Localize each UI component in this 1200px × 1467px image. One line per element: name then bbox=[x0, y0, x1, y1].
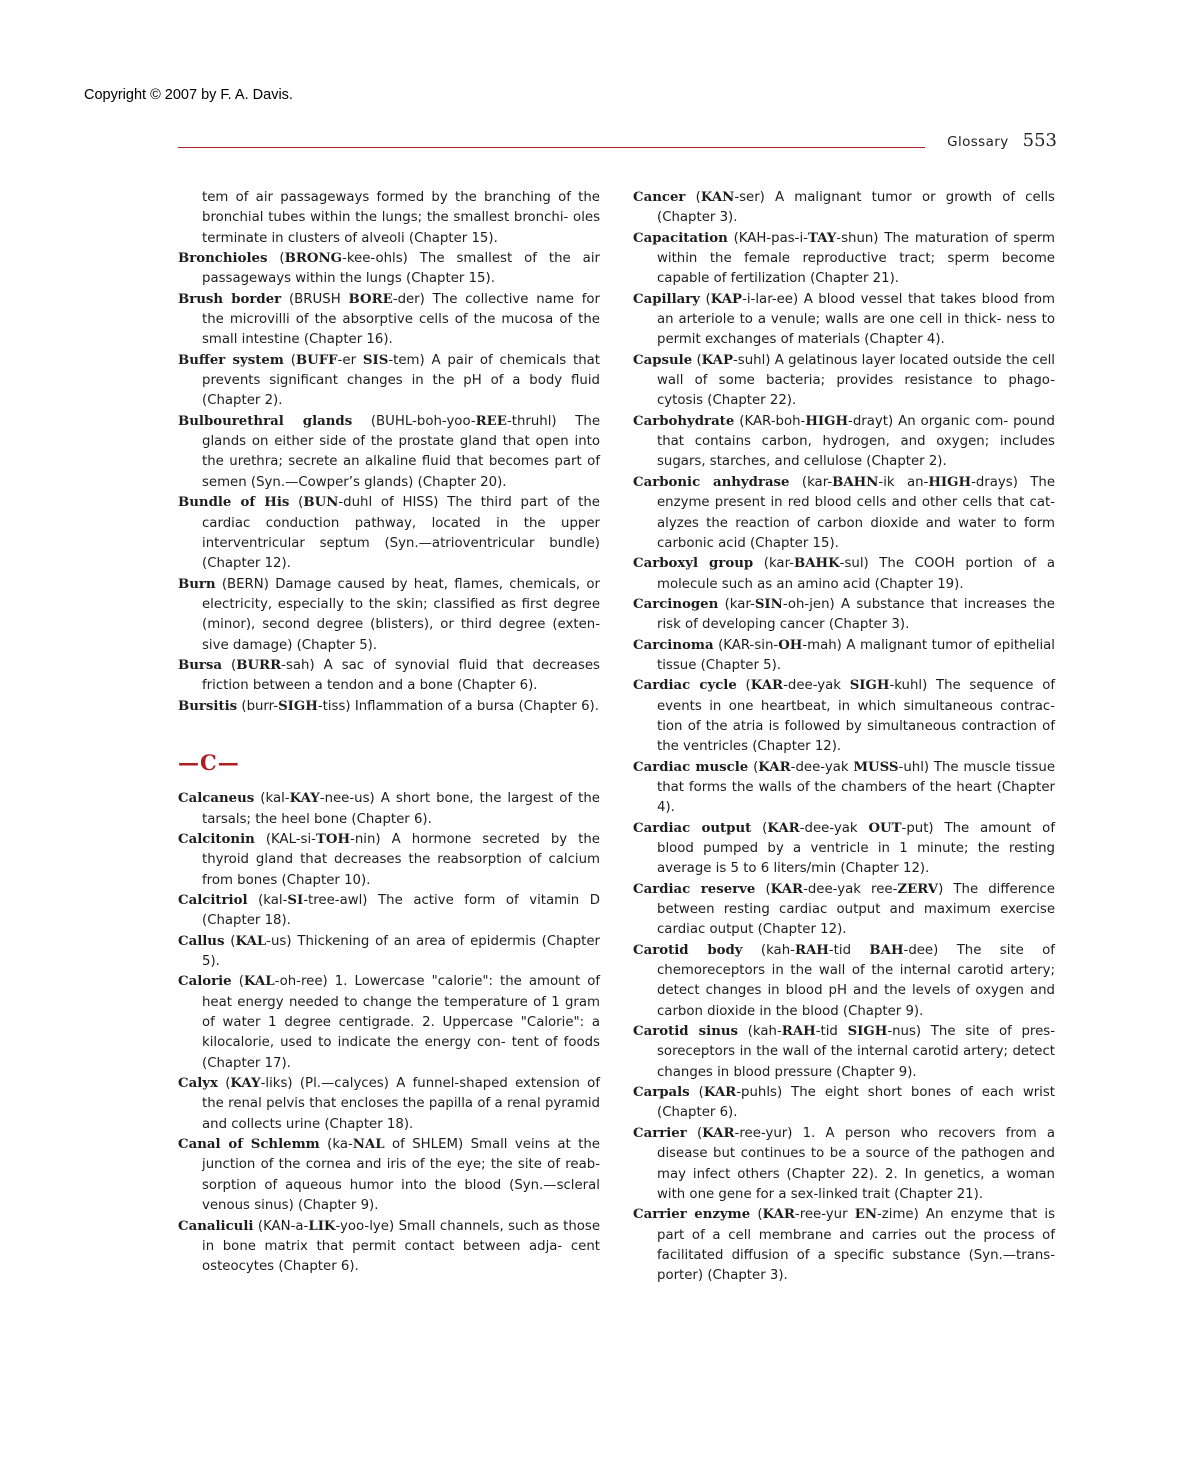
glossary-term: Bursa bbox=[178, 657, 223, 673]
glossary-term: Carbohydrate bbox=[633, 413, 735, 429]
header-rule bbox=[178, 147, 925, 148]
glossary-term: Carrier bbox=[633, 1125, 687, 1141]
glossary-entry bbox=[178, 789, 600, 830]
glossary-term: Cancer bbox=[633, 190, 686, 205]
definition: Damage caused by heat, flames, chemicals, or electricity, especially to the skin; classified as first degree (minor), second degree (blisters), or third degree (exten- sive damage) (Chapter 5). bbox=[202, 576, 600, 653]
glossary-term: Carpals bbox=[633, 1085, 690, 1101]
glossary-term: Cardiac output bbox=[633, 820, 752, 836]
definition: The active form of vitamin D (Chapter 18). bbox=[202, 893, 601, 929]
pronunciation: (kar-SIN-oh-jen) bbox=[724, 596, 835, 612]
glossary-entry bbox=[178, 351, 600, 412]
glossary-entry bbox=[178, 972, 600, 1074]
glossary-entry bbox=[633, 1205, 1055, 1286]
pronunciation: (KAN-ser) bbox=[695, 190, 765, 205]
definition: A funnel-shaped extension of the renal pelvis that encloses the papilla of a renal pyramid and collects urine (Chapter 18). bbox=[202, 1076, 600, 1132]
continued-entry: tem of air passageways formed by the branching of the bronchial tubes within the lungs; the smallest bronchi- oles terminate in clusters of alveoli (Chapter 15). bbox=[202, 190, 600, 246]
pronunciation: (burr-SIGH-tiss) bbox=[241, 698, 351, 714]
glossary-term: Brush border bbox=[178, 291, 282, 307]
pronunciation: (kah-RAH-tid SIGH-nus) bbox=[747, 1024, 922, 1040]
glossary-term: Calcitriol bbox=[178, 893, 248, 908]
glossary-entry bbox=[633, 351, 1055, 412]
pronunciation: (BERN) bbox=[221, 576, 269, 592]
definition: Inflammation of a bursa (Chapter 6). bbox=[354, 698, 599, 714]
definition: The third part of the cardiac conduction pathway, located in the upper interventricular septum (Syn.—atrioventricular bundle) (Chapter 12). bbox=[202, 495, 600, 572]
pronunciation: (KAR-puhls) bbox=[698, 1085, 783, 1101]
definition: 1. Lowercase "calorie": the amount of heat energy needed to change the temperature of 1 gram of water 1 degree centigrade. 2. Uppercase "Calorie": a kilocalorie, used to indicate the energy con- tent of foods (Chapter 17). bbox=[202, 974, 601, 1071]
glossary-term: Bursitis bbox=[178, 698, 238, 714]
glossary-entry bbox=[178, 1217, 600, 1278]
definition: The COOH portion of a molecule such as an amino acid (Chapter 19). bbox=[657, 556, 1055, 592]
page-number: 553 bbox=[1022, 130, 1057, 151]
glossary-entry bbox=[178, 1074, 600, 1135]
pronunciation: (KAP-suhl) bbox=[696, 352, 771, 368]
pronunciation: (kal-KAY-nee-us) bbox=[260, 791, 375, 807]
pronunciation: (KAR-boh-HIGH-drayt) bbox=[739, 413, 894, 429]
glossary-term: Bronchioles bbox=[178, 251, 268, 267]
pronunciation: (kar-BAHK-sul) bbox=[763, 556, 869, 572]
pronunciation: (KAR-dee-yak OUT-put) bbox=[762, 820, 934, 836]
pronunciation: (KAN-a-LIK-yoo-lye) bbox=[257, 1218, 395, 1234]
pronunciation: (ka-NAL of SHLEM) bbox=[327, 1137, 464, 1153]
c-entries bbox=[178, 789, 600, 1277]
pronunciation: (KAR-ree-yur) bbox=[696, 1125, 793, 1141]
glossary-entry bbox=[633, 1083, 1055, 1124]
glossary-entry bbox=[633, 188, 1055, 229]
glossary-entry bbox=[633, 941, 1055, 1022]
definition: The site of pres- soreceptors in the wall of the internal carotid artery; detect changes in blood pressure (Chapter 9). bbox=[657, 1024, 1055, 1080]
pronunciation: (KAY-liks) (Pl.—calyces) bbox=[225, 1076, 389, 1092]
pronunciation: (KAR-ree-yur EN-zime) bbox=[757, 1207, 919, 1223]
pronunciation: (KAR-dee-yak SIGH-kuhl) bbox=[745, 678, 928, 694]
pronunciation: (BRONG-kee-ohls) bbox=[279, 251, 408, 267]
glossary-entry bbox=[633, 758, 1055, 819]
pronunciation: (KAP-i-lar-ee) bbox=[705, 291, 799, 307]
glossary-term: Burn bbox=[178, 576, 216, 592]
definition: The maturation of sperm within the female reproductive tract; sperm become capable of fertilization (Chapter 21). bbox=[657, 230, 1055, 287]
glossary-term: Canaliculi bbox=[178, 1218, 254, 1234]
definition: The glands on either side of the prostate gland that open into the urethra; secrete an alkaline fluid that becomes part of semen (Syn.—Cowper’s glands) (Chapter 20). bbox=[202, 413, 600, 490]
pronunciation: (BUFF-er SIS-tem) bbox=[290, 352, 425, 368]
glossary-term: Cardiac muscle bbox=[633, 759, 749, 775]
pronunciation: (KAL-us) bbox=[230, 933, 292, 949]
glossary-term: Carboxyl group bbox=[633, 556, 754, 572]
glossary-term: Bundle of His bbox=[178, 495, 290, 511]
section-letter-c: —C— bbox=[178, 749, 240, 775]
glossary-entry bbox=[633, 290, 1055, 351]
definition: The eight short bones of each wrist (Chapter 6). bbox=[657, 1085, 1056, 1121]
definition: A gelatinous layer located outside the cell wall of some bacteria; provides resistance to phago- cytosis (Chapter 22). bbox=[657, 352, 1055, 409]
glossary-term: Carrier enzyme bbox=[633, 1207, 751, 1223]
pronunciation: (BUN-duhl of HISS) bbox=[298, 495, 439, 511]
glossary-term: Carotid sinus bbox=[633, 1024, 739, 1040]
definition: A pair of chemicals that prevents significant changes in the pH of a body fluid (Chapter 2). bbox=[202, 352, 600, 409]
definition: The enzyme present in red blood cells and other cells that cat- alyzes the reaction of carbon dioxide and water to form carbonic acid (Chapter 15). bbox=[657, 474, 1056, 551]
pronunciation: (KAR-sin-OH-mah) bbox=[718, 637, 842, 653]
glossary-entry bbox=[633, 676, 1055, 757]
glossary-term: Calcaneus bbox=[178, 791, 255, 807]
pronunciation: (BURR-sah) bbox=[231, 657, 315, 673]
definition: A hormone secreted by the thyroid gland that decreases the reabsorption of calcium from bones (Chapter 10). bbox=[202, 831, 600, 888]
definition: An enzyme that is part of a cell membrane and carries out the process of facilitated diffusion of a specific substance (Syn.—trans- porter) (Chapter 3). bbox=[657, 1207, 1055, 1284]
pronunciation: (KAL-oh-ree) bbox=[238, 974, 328, 990]
definition: A sac of synovial fluid that decreases friction between a tendon and a bone (Chapter 6). bbox=[202, 657, 600, 694]
glossary-term: Calorie bbox=[178, 974, 232, 990]
definition: A malignant tumor or growth of cells (Chapter 3). bbox=[657, 190, 1055, 226]
c-entries-continued bbox=[633, 188, 1055, 1287]
pronunciation: (kah-RAH-tid BAH-dee) bbox=[760, 942, 939, 958]
glossary-entry bbox=[633, 554, 1055, 595]
glossary-term: Callus bbox=[178, 933, 225, 949]
glossary-term: Calyx bbox=[178, 1076, 218, 1092]
glossary-term: Capacitation bbox=[633, 230, 728, 246]
glossary-entry bbox=[633, 473, 1055, 554]
copyright-notice: Copyright © 2007 by F. A. Davis. bbox=[84, 87, 293, 103]
glossary-term: Capillary bbox=[633, 291, 700, 307]
glossary-entry bbox=[633, 595, 1055, 636]
definition: The amount of blood pumped by a ventricle in 1 minute; the resting average is 5 to 6 liters/min (Chapter 12). bbox=[657, 820, 1055, 877]
glossary-term: Carcinogen bbox=[633, 596, 719, 612]
definition: Thickening of an area of epidermis (Chapter 5). bbox=[202, 933, 601, 970]
pronunciation: (KAR-dee-yak ree-ZERV) bbox=[765, 881, 944, 897]
glossary-term: Cardiac reserve bbox=[633, 881, 756, 897]
glossary-entry bbox=[178, 290, 600, 351]
glossary-entry bbox=[178, 932, 600, 973]
pronunciation: (kar-BAHN-ik an-HIGH-drays) bbox=[801, 474, 1018, 490]
definition: A substance that increases the risk of developing cancer (Chapter 3). bbox=[657, 596, 1055, 633]
glossary-term: Carbonic anhydrase bbox=[633, 474, 790, 490]
glossary-entry bbox=[633, 819, 1055, 880]
glossary-term: Carcinoma bbox=[633, 637, 714, 653]
glossary-entry bbox=[178, 493, 600, 574]
glossary-entry bbox=[178, 830, 600, 891]
definition: Small veins at the junction of the cornea and iris of the eye; the site of reab- sorption of aqueous humor into the blood (Syn.—scleral venous sinus) (Chapter 9). bbox=[202, 1137, 600, 1214]
definition: The smallest of the air passageways within the lungs (Chapter 15). bbox=[202, 251, 600, 287]
glossary-entry bbox=[633, 1022, 1055, 1083]
running-head-label: Glossary bbox=[947, 134, 1009, 150]
glossary-term: Carotid body bbox=[633, 942, 743, 958]
pronunciation: (kal-SI-tree-awl) bbox=[258, 893, 368, 908]
glossary-entry bbox=[633, 1124, 1055, 1205]
glossary-entry bbox=[633, 412, 1055, 473]
definition: The sequence of events in one heartbeat, in which simultaneous contrac- tion of the atria is followed by simultaneous contraction of the ventricles (Chapter 12). bbox=[657, 678, 1056, 755]
definition: The difference between resting cardiac output and maximum exercise cardiac output (Chapter 12). bbox=[657, 881, 1055, 938]
glossary-term: Cardiac cycle bbox=[633, 678, 737, 694]
glossary-term: Canal of Schlemm bbox=[178, 1137, 320, 1153]
pronunciation: (KAR-dee-yak MUSS-uhl) bbox=[753, 759, 930, 775]
glossary-term: Bulbourethral glands bbox=[178, 413, 353, 429]
right-column bbox=[633, 188, 1055, 1287]
pronunciation: (KAH-pas-i-TAY-shun) bbox=[733, 230, 879, 246]
glossary-entry bbox=[633, 880, 1055, 941]
definition: Small channels, such as those in bone matrix that permit contact between adja- cent osteocytes (Chapter 6). bbox=[202, 1218, 600, 1275]
glossary-entry bbox=[178, 249, 600, 290]
glossary-entry bbox=[178, 656, 600, 697]
glossary-entry bbox=[633, 636, 1055, 677]
glossary-entry bbox=[178, 412, 600, 493]
b-entries bbox=[178, 249, 600, 717]
definition: The muscle tissue that forms the walls of the chambers of the heart (Chapter 4). bbox=[657, 759, 1056, 816]
running-head bbox=[947, 130, 1057, 151]
definition: A short bone, the largest of the tarsals; the heel bone (Chapter 6). bbox=[202, 791, 600, 827]
glossary-term: Calcitonin bbox=[178, 831, 255, 847]
definition: A blood vessel that takes blood from an arteriole to a venule; walls are one cell in thick- ness to permit exchanges of materials (Chapter 4). bbox=[657, 291, 1055, 348]
glossary-entry bbox=[178, 697, 600, 717]
glossary-entry bbox=[178, 891, 600, 932]
glossary-entry bbox=[178, 575, 600, 656]
definition: The collective name for the microvilli of the absorptive cells of the mucosa of the small intestine (Chapter 16). bbox=[202, 291, 601, 348]
left-column bbox=[178, 188, 600, 1278]
pronunciation: (KAL-si-TOH-nin) bbox=[265, 831, 381, 847]
glossary-entry bbox=[633, 229, 1055, 290]
definition: A malignant tumor of epithelial tissue (Chapter 5). bbox=[657, 637, 1055, 673]
definition: An organic com- pound that contains carbon, hydrogen, and oxygen; includes sugars, starches, and cellulose (Chapter 2). bbox=[657, 413, 1055, 470]
glossary-entry bbox=[178, 1135, 600, 1216]
pronunciation: (BUHL-boh-yoo-REE-thruhl) bbox=[370, 413, 557, 429]
pronunciation: (BRUSH BORE-der) bbox=[288, 291, 425, 307]
glossary-term: Capsule bbox=[633, 352, 693, 368]
glossary-term: Buffer system bbox=[178, 352, 284, 368]
definition: 1. A person who recovers from a disease but continues to be a source of the pathogen and may infect others (Chapter 22). 2. In genetics, a woman with one gene for a sex-linked trait (Chapter 21). bbox=[657, 1125, 1056, 1202]
definition: The site of chemoreceptors in the wall of the internal carotid artery; detect changes in blood pH and the levels of oxygen and carbon dioxide in the blood (Chapter 9). bbox=[657, 942, 1055, 1019]
